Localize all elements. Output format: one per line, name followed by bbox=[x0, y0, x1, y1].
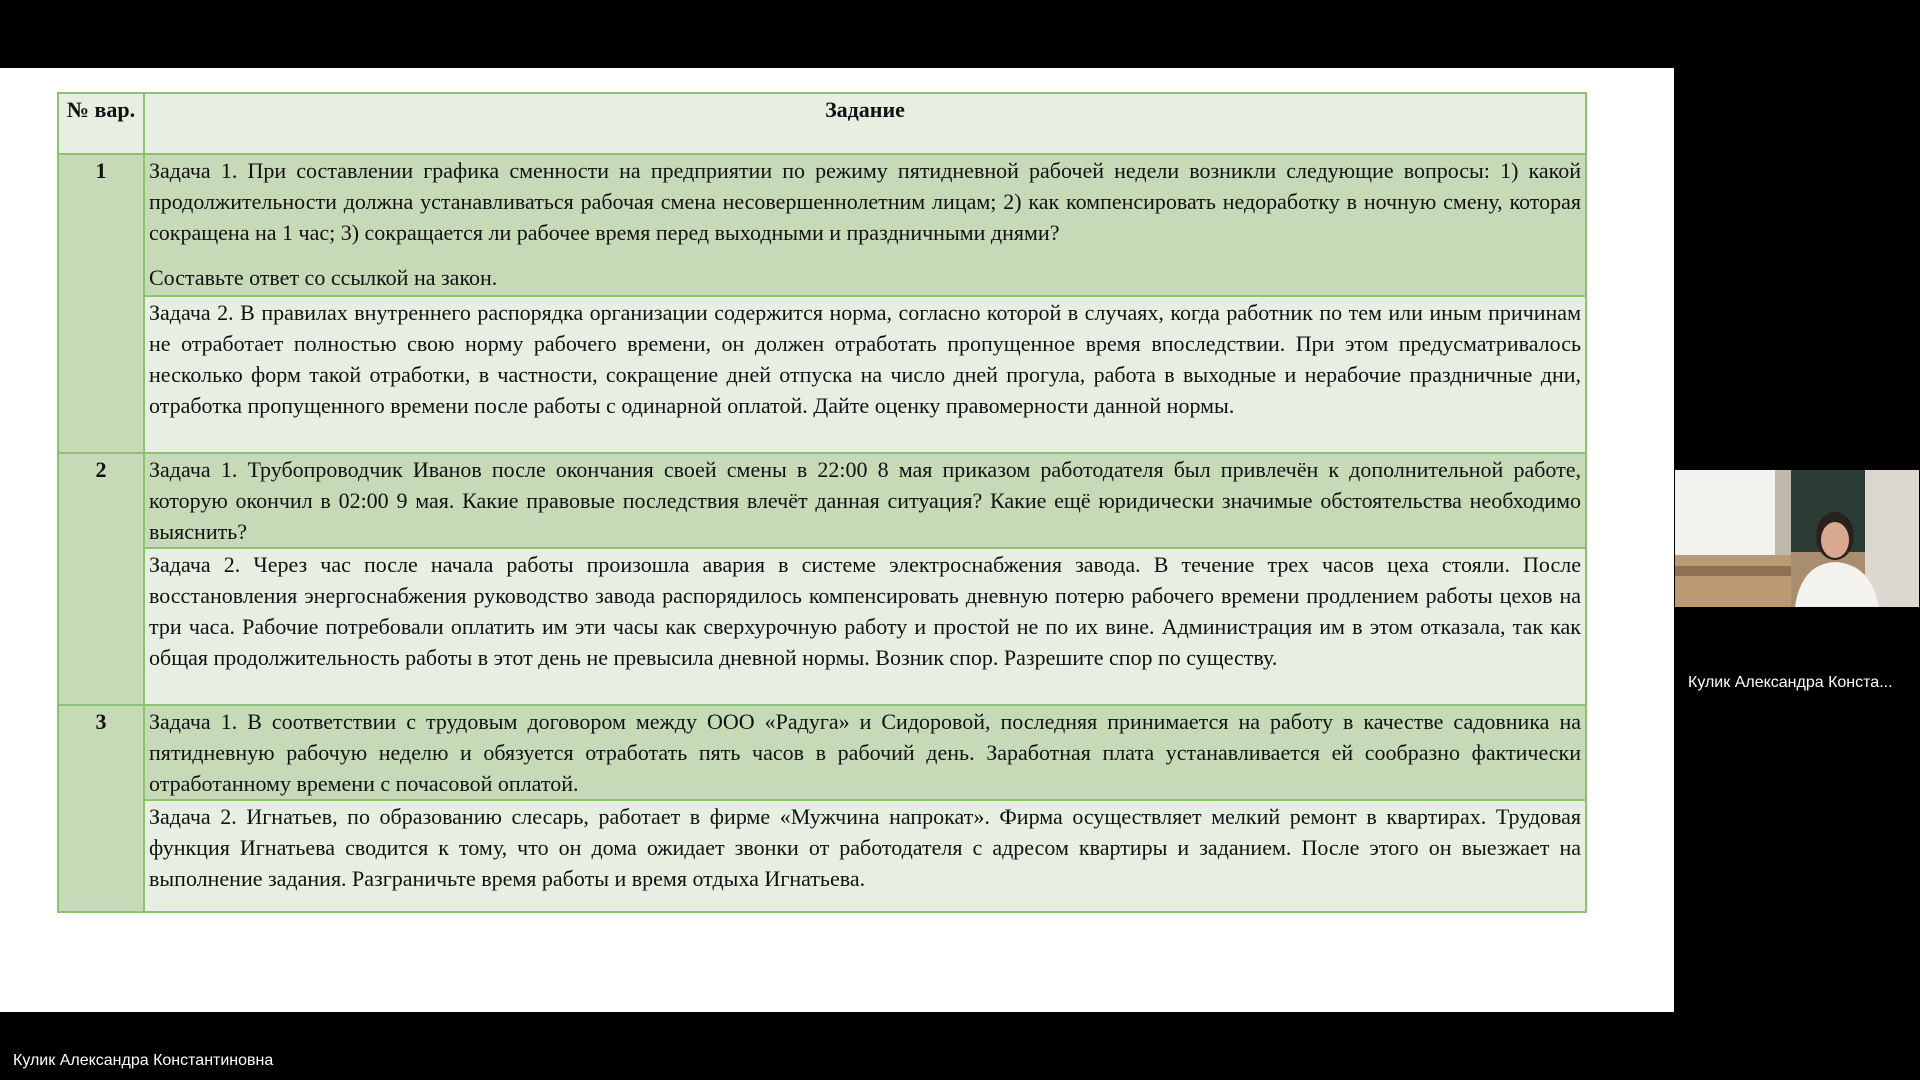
participant-video[interactable] bbox=[1675, 470, 1919, 607]
table-row bbox=[58, 154, 1586, 296]
task-text: Задача 1. При составлении графика сменности на предприятии по режиму пятидневной рабочей недели возникли следующие вопросы: 1) какой продолжительности должна устанавливаться рабочая смена несовершеннолетним лицам; 2) как компенсировать недоработку в ночную смену, которая сокращена на 1 час; 3) сокращается ли рабочее время перед выходными и праздничными днями? bbox=[149, 158, 1581, 245]
task-cell: Задача 1. Трубопроводчик Иванов после окончания своей смены в 22:00 8 мая приказом работодателя был привлечён к дополнительной работе, которую окончил в 02:00 9 мая. Какие правовые последствия влечёт данная ситуация? Какие ещё юридически значимые обстоятельства необходимо выяснить? bbox=[144, 453, 1586, 548]
table-row bbox=[58, 453, 1586, 548]
header-variant-number: № вар. bbox=[58, 93, 144, 154]
table-row bbox=[58, 548, 1586, 705]
presenter-name-label: Кулик Александра Константиновна bbox=[13, 1052, 274, 1069]
variant-number: 3 bbox=[58, 705, 144, 912]
tasks-table bbox=[57, 92, 1587, 913]
table-row bbox=[58, 705, 1586, 800]
variant-number: 2 bbox=[58, 453, 144, 705]
header-task: Задание bbox=[144, 93, 1586, 154]
task-cell: Задача 2. В правилах внутреннего распорядка организации содержится норма, согласно которой в случаях, когда работник по тем или иным причинам не отработает полностью свою норму рабочего времени, он должен отработать пропущенное время впоследствии. При этом предусматривалось несколько форм такой отработки, в частности, сокращение дней отпуска на число дней прогула, работа в выходные и нерабочие праздничные дни, отработка пропущенного времени после работы с одинарной оплатой. Дайте оценку правомерности данной нормы. bbox=[144, 296, 1586, 453]
participant-video-image bbox=[1675, 470, 1919, 607]
table-header-row bbox=[58, 93, 1586, 154]
task-cell: Задача 2. Игнатьев, по образованию слесарь, работает в фирме «Мужчина напрокат». Фирма осуществляет мелкий ремонт в квартирах. Трудовая функция Игнатьева сводится к тому, что он дома ожидает звонки от работодателя с адресом квартиры и заданием. После этого он выезжает на выполнение задания. Разграничьте время работы и время отдыха Игнатьева. bbox=[144, 800, 1586, 912]
task-cell bbox=[144, 154, 1586, 296]
table-row bbox=[58, 800, 1586, 912]
task-cell: Задача 2. Через час после начала работы произошла авария в системе электроснабжения завода. В течение трех часов цеха стояли. После восстановления энергоснабжения руководство завода распорядилось компенсировать дневную потерю рабочего времени продлением работы цехов на три часа. Рабочие потребовали оплатить им эти часы как сверхурочную работу и простой не по их вине. Администрация им в этом отказала, так как общая продолжительность работы в этот день не превысила дневной нормы. Возник спор. Разрешите спор по существу. bbox=[144, 548, 1586, 705]
task-cell: Задача 1. В соответствии с трудовым договором между ООО «Радуга» и Сидоровой, последняя принимается на работу в качестве садовника на пятидневную рабочую неделю и обязуется отработать пять часов в рабочий день. Заработная плата устанавливается ей сообразно фактически отработанному времени с почасовой оплатой. bbox=[144, 705, 1586, 800]
table-row bbox=[58, 296, 1586, 453]
variant-number: 1 bbox=[58, 154, 144, 453]
participant-name-label: Кулик Александра Конста... bbox=[1688, 674, 1893, 691]
shared-screen-slide bbox=[0, 68, 1674, 1012]
task-extra-text: Составьте ответ со ссылкой на закон. bbox=[149, 265, 498, 290]
